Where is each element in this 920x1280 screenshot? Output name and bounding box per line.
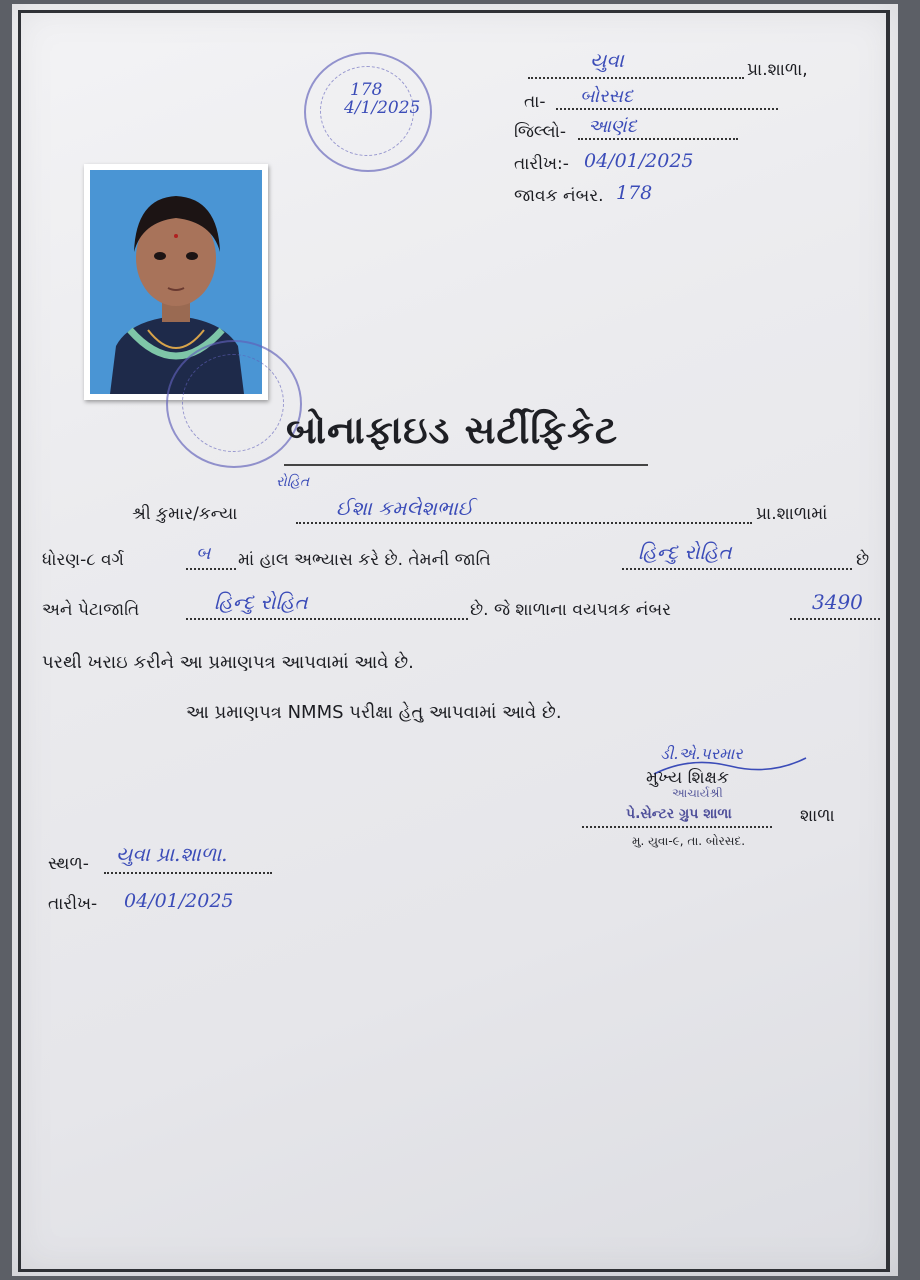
header-school-name: યુવા xyxy=(590,48,624,72)
place-line xyxy=(104,872,272,874)
school-seal-photo xyxy=(166,340,302,468)
register-line xyxy=(790,618,880,620)
seal-number: 178 xyxy=(350,80,383,100)
division-line xyxy=(186,568,236,570)
header-school-suffix: પ્રા.શાળા, xyxy=(747,60,808,80)
student-name-line xyxy=(296,522,752,524)
headmaster-role: મુખ્ય શિક્ષક xyxy=(646,768,729,788)
footer-date-label: તારીખ- xyxy=(48,894,98,914)
body-line4: પરથી ખરાઇ કરીને આ પ્રમાણપત્ર આપવામાં આવે છે. xyxy=(42,652,414,673)
seal-date: 4/1/2025 xyxy=(344,98,421,118)
register-number: 3490 xyxy=(812,590,863,614)
district-label: જિલ્લો- xyxy=(514,122,567,142)
place-value: યુવા પ્રા.શાળા. xyxy=(116,842,228,866)
outward-number-value: 178 xyxy=(616,182,653,204)
district-line xyxy=(578,138,738,140)
date-value-header: 04/01/2025 xyxy=(584,150,694,172)
title-underline xyxy=(284,464,648,466)
certificate-title: બોનાફાઇડ સર્ટીફિકેટ xyxy=(286,408,619,452)
caste-value: હિન્દુ રોહિત xyxy=(638,540,732,564)
caste-small-note: રોહિત xyxy=(276,474,310,490)
school-stamp-line xyxy=(582,826,772,828)
taluka-label: તા- xyxy=(524,92,546,112)
headmaster-signature: ડી.એ.પરમાર xyxy=(660,744,743,763)
student-name: ઈશા કમલેશભાઈ xyxy=(336,496,474,520)
stamp-role: આચાર્યશ્રી xyxy=(672,786,723,800)
district-value: આણંદ xyxy=(588,116,637,137)
body-line2-c: છે xyxy=(856,550,870,570)
body-line3-b: છે. જે શાળાના વયપત્રક નંબર xyxy=(470,600,671,620)
body-line2-b: માં હાલ અભ્યાસ કરે છે. તેમની જાતિ xyxy=(238,550,491,570)
footer-date-value: 04/01/2025 xyxy=(124,890,234,912)
outward-number-label: જાવક નંબર. xyxy=(514,186,604,206)
school-stamp: પે.સેન્ટર ગ્રુપ શાળા xyxy=(626,806,732,822)
body-line1-suffix: પ્રા.શાળામાં xyxy=(756,504,828,524)
body-line1-prefix: શ્રી કુમાર/કન્યા xyxy=(132,504,238,524)
taluka-value: બોરસદ xyxy=(580,86,633,107)
body-line2-a: ધોરણ-૮ વર્ગ xyxy=(42,550,124,570)
place-label: સ્થળ- xyxy=(48,854,89,874)
subcaste-value: હિન્દુ રોહિત xyxy=(214,590,308,614)
body-line3-a: અને પેટાજાતિ xyxy=(42,600,140,620)
school-name-line xyxy=(528,77,744,79)
school-stamp-suffix: શાળા xyxy=(800,806,835,826)
subcaste-line xyxy=(186,618,468,620)
taluka-line xyxy=(556,108,778,110)
body-line5: આ પ્રમાણપત્ર NMMS પરીક્ષા હેતુ આપવામાં આવે છે. xyxy=(186,702,562,723)
date-label-header: તારીખ:- xyxy=(514,154,569,174)
caste-line xyxy=(622,568,852,570)
school-address: મુ. યુવા-૯, તા. બોરસદ. xyxy=(632,834,746,848)
division-value: બ xyxy=(196,543,211,564)
